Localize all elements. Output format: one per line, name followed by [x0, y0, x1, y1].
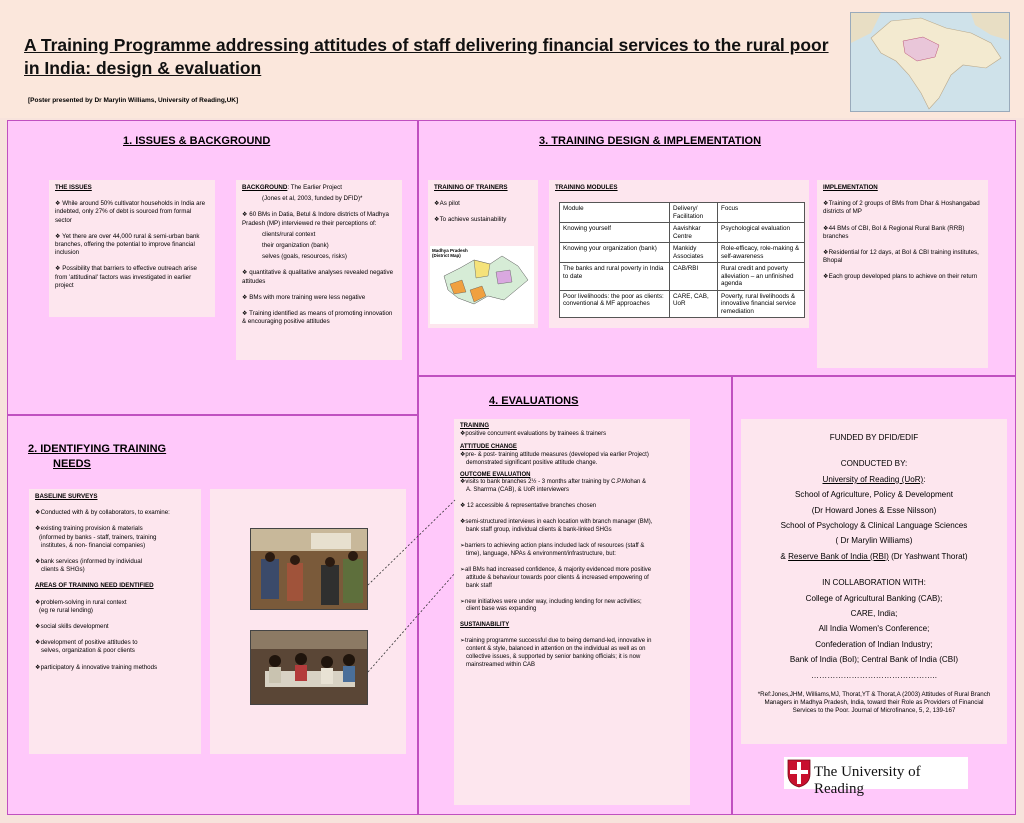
- list-item: ❖semi-structured interviews in each location with branch manager (BM),: [460, 519, 653, 526]
- card-evaluations: [454, 419, 690, 805]
- list-subitem: (informed by banks - staff, trainers, training: [39, 533, 157, 541]
- list-item: ➢all BMs had increased confidence, & majority evidenced more positive: [460, 566, 652, 573]
- bank-branch-photo-icon: [251, 529, 368, 610]
- table-row: The banks and rural poverty in India to date CAB/RBI Rural credit and poverty alleviation – an unfinished agenda: [560, 263, 805, 291]
- funded-by: FUNDED BY DFID/EDIF: [829, 433, 919, 442]
- section-4-heading: 4. EVALUATIONS: [489, 395, 579, 407]
- training-heading: TRAINING: [460, 423, 489, 429]
- collaborator: CARE, India;: [850, 609, 898, 619]
- list-item: ❖ Training identified as means of promoting innovation & encouraging positive attitudes: [242, 310, 393, 326]
- table-row: Poor livelihoods: the poor as clients: conventional & MF approaches CARE, CAB, UoR Poverty, rural livelihoods & innovative financial service remediation: [560, 290, 805, 318]
- card-training-modules: [549, 180, 809, 328]
- poster-header: [0, 0, 1024, 118]
- list-subitem: attitude & behaviour towards poor clients & increased empowering of: [466, 574, 649, 581]
- list-item: ❖ Possibility that barriers to effective outreach arise from 'attitudinal' factors was investigated in earlier project: [55, 265, 197, 289]
- list-subitem: clients & SHGs): [41, 566, 85, 574]
- collaborator: College of Agricultural Banking (CAB);: [805, 593, 943, 603]
- list-subitem: institutes, & non- financial companies): [41, 541, 146, 549]
- list-item: ❖ quantitative & qualitative analyses revealed negative attitudes: [242, 269, 394, 285]
- photo-bank-branch: [250, 528, 368, 610]
- issues-heading: THE ISSUES: [55, 184, 92, 191]
- collaborator: Confederation of Indian Industry;: [815, 639, 933, 649]
- list-item: ❖participatory & innovative training methods: [35, 663, 158, 671]
- funding-line: School of Agriculture, Policy & Development: [795, 490, 953, 500]
- list-item: ❖ 12 accessible & representative branches chosen: [460, 503, 597, 510]
- university-crest-icon: [786, 758, 812, 788]
- photo-training-session: [250, 630, 368, 705]
- india-map-image: [850, 12, 1010, 112]
- list-item: ❖44 BMs of CBI, BoI & Regional Rural Bank (RRB) branches: [823, 224, 965, 240]
- card-needs: [29, 489, 201, 754]
- section-1-heading: 1. ISSUES & BACKGROUND: [123, 135, 271, 147]
- list-subitem: clients/rural context: [262, 230, 316, 238]
- funding-line: ( Dr Marylin Williams): [835, 536, 913, 546]
- list-item: ❖ BMs with more training were less negative: [242, 293, 366, 301]
- collaborator: Bank of India (BoI); Central Bank of India (CBI): [789, 655, 959, 665]
- panel-identifying-needs: [7, 415, 418, 815]
- collaboration-heading: IN COLLABORATION WITH:: [822, 578, 926, 588]
- list-item: ❖Training of 2 groups of BMs from Dhar & Hoshangabad districts of MP: [823, 200, 980, 216]
- list-subitem: A. Sharrma (CAB), & UoR interviewers: [466, 487, 570, 494]
- baseline-heading: BASELINE SURVEYS: [35, 493, 98, 500]
- background-heading: BACKGROUND: The Earlier Project: [242, 184, 342, 191]
- panel-training-design: [418, 120, 1016, 376]
- collaborator: All India Women's Conference;: [818, 624, 930, 634]
- list-item: ❖Residential for 12 days, at BoI & CBI training institutes, Bhopal: [823, 249, 979, 265]
- list-item: ➢training programme successful due to being demand-led, innovative in: [460, 638, 652, 645]
- madhya-pradesh-map: [430, 246, 534, 324]
- card-training-of-trainers: [428, 180, 538, 328]
- list-item: ❖problem-solving in rural context: [35, 598, 127, 606]
- poster-title: A Training Programme addressing attitudes of staff delivering financial services to the rural poor in India: design & evaluation: [24, 35, 829, 78]
- map-label: Madhya Pradesh (District Map): [432, 248, 468, 258]
- list-item: ❖ While around 50% cultivator households in India are indebted, only 27% of debt is sourced from formal sector: [55, 200, 206, 224]
- areas-heading: AREAS OF TRAINING NEED IDENTIFIED: [35, 582, 154, 590]
- panel-evaluations: [418, 376, 732, 815]
- logo-text: The University of Reading: [814, 764, 921, 797]
- attitude-heading: ATTITUDE CHANGE: [460, 443, 517, 450]
- list-item: ❖As pilot: [434, 200, 460, 208]
- background-citation: (Jones et al, 2003, funded by DFID)*: [262, 195, 363, 203]
- card-the-issues: [49, 180, 215, 317]
- list-subitem: bank staff group, individual clients & bank-linked SHGs: [466, 527, 612, 534]
- list-item: ❖pre- & post- training attitude measures (developed via earlier Project): [460, 451, 649, 458]
- section-3-heading: 3. TRAINING DESIGN & IMPLEMENTATION: [539, 135, 762, 147]
- table-row: Knowing yourself Aavishkar Centre Psychological evaluation: [560, 223, 805, 243]
- funding-line: (Dr Howard Jones & Esse Nilsson): [811, 505, 937, 515]
- tot-heading: TRAINING OF TRAINERS: [434, 184, 508, 191]
- list-item: ➢barriers to achieving action plans included lack of resources (staff &: [460, 542, 645, 549]
- list-item: ❖ Yet there are over 44,000 rural & semi-urban bank branches, offering the potential to improve financial inclusion: [55, 232, 200, 257]
- reference-text: *Ref:Jones,JHM, Williams,MJ, Thorat,YT & Thorat,A (2003) Attitudes of Rural Branch Managers in Madhya Pradesh, India, toward their Role as Providers of Financial Services to the Poor. Journal of Microfinance, 5, 2, 139-167: [757, 691, 991, 715]
- list-item: ❖existing training provision & materials: [35, 525, 143, 533]
- list-item: ❖bank services (informed by individual: [35, 558, 143, 566]
- funding-line: School of Psychology & Clinical Language Sciences: [780, 521, 968, 531]
- card-implementation: [817, 180, 988, 368]
- list-subitem: selves, organization & poor clients: [41, 647, 135, 655]
- divider-dots: ………………………………………..: [811, 670, 937, 680]
- modules-heading: TRAINING MODULES: [555, 184, 618, 191]
- uor-line: University of Reading (UoR):: [822, 474, 926, 484]
- panel-funding: [732, 376, 1016, 815]
- list-item: ❖development of positive attitudes to: [35, 639, 138, 647]
- list-item: ❖ 60 BMs in Datia, Betul & Indore districts of Madhya Pradesh (MP) interviewed re their perceptions of:: [242, 211, 389, 227]
- list-subitem: mainstreamed within CAB: [466, 661, 536, 668]
- list-subitem: their organization (bank): [262, 242, 329, 250]
- list-subitem: client base was expanding: [466, 606, 537, 613]
- list-item: ❖To achieve sustainability: [434, 216, 507, 224]
- list-subitem: content & style, balanced in attention on the individual as well as on: [466, 646, 646, 653]
- outcome-heading: OUTCOME EVALUATION: [460, 471, 531, 478]
- university-logo: [784, 757, 968, 797]
- table-header-row: Module Delivery/ Facilitation Focus: [560, 203, 805, 223]
- list-subitem: demonstrated significant positive attitude change.: [466, 459, 598, 466]
- training-session-photo-icon: [251, 631, 368, 705]
- implementation-heading: IMPLEMENTATION: [823, 184, 878, 191]
- list-item: ❖Each group developed plans to achieve on their return: [823, 273, 978, 281]
- list-item: ❖social skills development: [35, 623, 109, 631]
- list-subitem: bank staff: [466, 582, 492, 589]
- table-row: Knowing your organization (bank) Mankidy Associates Role-efficacy, role-making & self-awareness: [560, 243, 805, 263]
- list-subitem: selves (goals, resources, risks): [262, 253, 347, 261]
- list-subitem: collective issues, & supported by senior banking officials; it is now: [466, 654, 641, 661]
- conducted-by: CONDUCTED BY:: [840, 459, 908, 469]
- rbi-line: & Reserve Bank of India (RBI) (Dr Yashwant Thorat): [780, 551, 968, 561]
- list-subitem: time), language, NPAs & environment/infrastructure, but:: [466, 550, 616, 557]
- india-map-icon: [851, 13, 1010, 112]
- card-background: [236, 180, 402, 360]
- list-subitem: (eg re rural lending): [39, 606, 93, 614]
- list-item: ➢new initiatives were under way, including lending for new activities;: [460, 598, 642, 605]
- panel-issues-background: [7, 120, 418, 415]
- poster-subtitle: [Poster presented by Dr Marylin Williams, University of Reading,UK]: [28, 97, 239, 104]
- section-2-heading: 2. IDENTIFYING TRAINING NEEDS: [28, 443, 167, 470]
- list-item: ❖positive concurrent evaluations by trainees & trainers: [460, 430, 607, 437]
- modules-table: [559, 202, 805, 318]
- list-item: ❖Conducted with & by collaborators, to examine:: [35, 509, 170, 517]
- card-funding: [741, 419, 1007, 744]
- list-item: ❖visits to bank branches 2½ - 3 months after training by C.P.Mohan &: [460, 479, 647, 486]
- sustainability-heading: SUSTAINABILITY: [460, 622, 510, 629]
